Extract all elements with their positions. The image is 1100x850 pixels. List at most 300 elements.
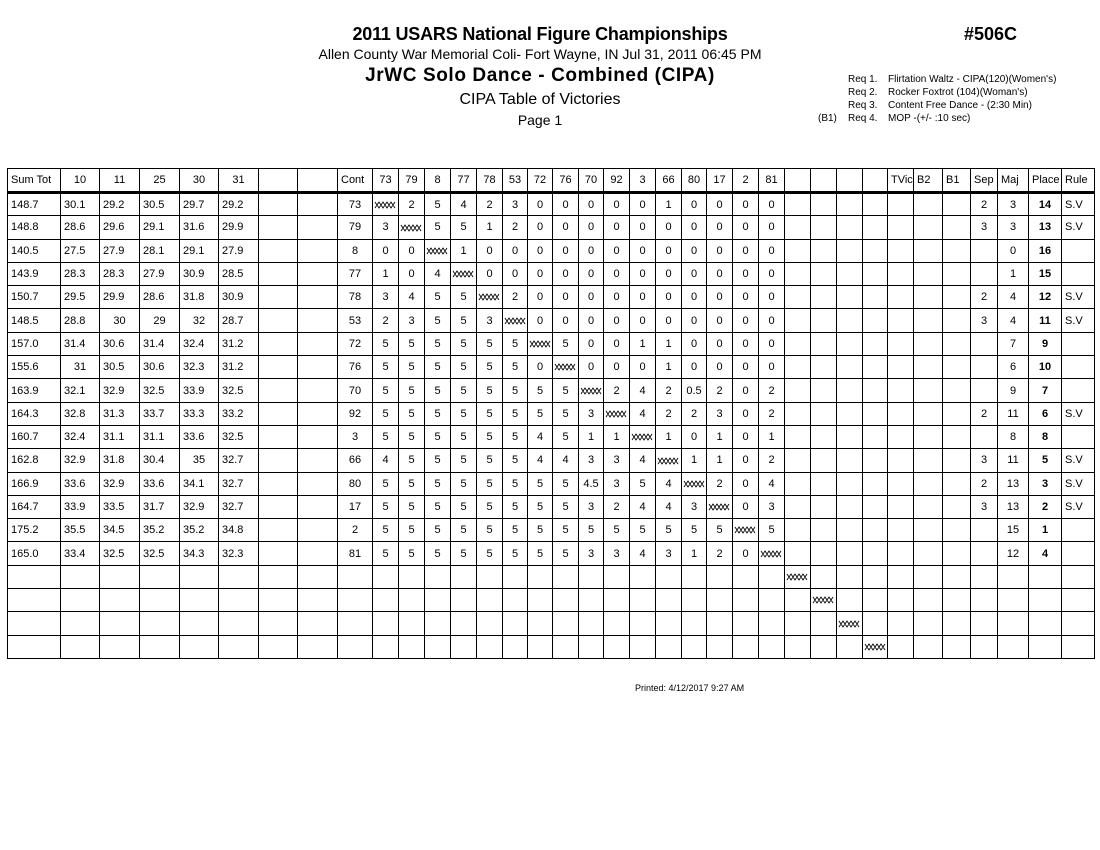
table-cell: 5: [425, 449, 451, 472]
table-cell: 2: [759, 449, 785, 472]
table-cell: [998, 589, 1029, 612]
column-header: B2: [914, 169, 943, 193]
table-cell: 5: [399, 332, 425, 355]
table-cell: 0: [733, 193, 759, 216]
table-cell: [399, 612, 425, 635]
table-cell: 29.1: [140, 216, 180, 239]
table-cell: [943, 262, 971, 285]
table-cell: [837, 356, 863, 379]
table-cell: 5: [528, 472, 553, 495]
table-cell: 35: [180, 449, 219, 472]
table-cell: [971, 589, 998, 612]
table-cell: 5: [553, 402, 579, 425]
self-comparison-cell: [811, 589, 837, 612]
table-cell: [811, 239, 837, 262]
table-cell: 0: [759, 332, 785, 355]
table-cell: 32.3: [180, 356, 219, 379]
table-cell: [477, 589, 503, 612]
table-cell: 0: [682, 239, 707, 262]
table-cell: 0: [682, 356, 707, 379]
table-cell: [888, 193, 914, 216]
table-cell: [888, 565, 914, 588]
table-cell: [785, 332, 811, 355]
table-cell: 30.9: [180, 262, 219, 285]
table-cell: 29.9: [100, 286, 140, 309]
table-cell: 4: [998, 309, 1029, 332]
column-header: Place: [1029, 169, 1062, 193]
column-header: Maj: [998, 169, 1029, 193]
table-cell: [888, 449, 914, 472]
table-cell: [888, 472, 914, 495]
table-cell: 1: [451, 239, 477, 262]
column-header: 8: [425, 169, 451, 193]
table-cell: [373, 589, 399, 612]
table-cell: [971, 356, 998, 379]
table-cell: [863, 612, 888, 635]
table-cell: 3: [579, 402, 604, 425]
column-header: 10: [61, 169, 100, 193]
requirement-text: MOP -(+/- :10 sec): [888, 113, 971, 124]
table-cell: [837, 309, 863, 332]
table-cell: [914, 402, 943, 425]
table-cell: [219, 565, 259, 588]
table-cell: [604, 612, 630, 635]
table-cell: 5: [425, 402, 451, 425]
table-cell: 5: [477, 332, 503, 355]
table-cell: [998, 612, 1029, 635]
table-cell: 5: [707, 519, 733, 542]
table-cell: [1062, 565, 1095, 588]
table-cell: 32: [180, 309, 219, 332]
table-cell: [298, 286, 338, 309]
self-cross-icon: [452, 270, 474, 278]
column-header: 79: [399, 169, 425, 193]
column-header: [259, 169, 298, 193]
table-cell: 5: [451, 332, 477, 355]
table-cell: 92: [338, 402, 373, 425]
table-cell: [1062, 425, 1095, 448]
requirement-text: Rocker Foxtrot (104)(Woman's): [888, 87, 1028, 98]
self-comparison-cell: [451, 262, 477, 285]
table-cell: [863, 379, 888, 402]
table-cell: [888, 239, 914, 262]
table-cell: [100, 565, 140, 588]
self-comparison-cell: [785, 565, 811, 588]
table-cell: [140, 612, 180, 635]
table-cell: 0.5: [682, 379, 707, 402]
table-cell: [733, 635, 759, 658]
column-header: 73: [373, 169, 399, 193]
table-cell: 35.5: [61, 519, 100, 542]
table-cell: [785, 216, 811, 239]
self-comparison-cell: [477, 286, 503, 309]
table-cell: 0: [630, 286, 656, 309]
table-cell: 0: [759, 262, 785, 285]
report-subtitle: CIPA Table of Victories: [459, 91, 621, 108]
table-cell: [914, 193, 943, 216]
table-cell: 148.8: [8, 216, 61, 239]
table-cell: 28.6: [140, 286, 180, 309]
table-cell: 4: [425, 262, 451, 285]
self-cross-icon: [683, 480, 705, 488]
table-cell: 0: [759, 356, 785, 379]
table-cell: [943, 216, 971, 239]
table-cell: 0: [733, 356, 759, 379]
table-cell: [298, 612, 338, 635]
self-comparison-cell: [630, 425, 656, 448]
table-cell: 5: [399, 425, 425, 448]
table-cell: 32.7: [219, 449, 259, 472]
table-cell: 0: [733, 216, 759, 239]
table-cell: 2: [656, 402, 682, 425]
requirement-text: Flirtation Waltz - CIPA(120)(Women's): [888, 74, 1057, 85]
table-cell: 148.7: [8, 193, 61, 216]
table-cell: [837, 216, 863, 239]
self-cross-icon: [812, 596, 834, 604]
column-header: 25: [140, 169, 180, 193]
place-cell: 6: [1029, 402, 1062, 425]
table-cell: 28.3: [61, 262, 100, 285]
table-cell: [863, 519, 888, 542]
table-row: [8, 216, 1095, 239]
table-cell: [630, 565, 656, 588]
table-cell: 33.5: [100, 495, 140, 518]
table-cell: [298, 519, 338, 542]
table-cell: 1: [656, 193, 682, 216]
event-number: #506C: [964, 24, 1018, 44]
table-cell: 4: [373, 449, 399, 472]
self-comparison-cell: [837, 612, 863, 635]
self-cross-icon: [400, 224, 422, 232]
table-cell: [888, 542, 914, 565]
place-cell: 3: [1029, 472, 1062, 495]
table-cell: 77: [338, 262, 373, 285]
table-cell: 0: [733, 449, 759, 472]
table-cell: 32.9: [61, 449, 100, 472]
table-cell: [528, 612, 553, 635]
table-cell: [8, 612, 61, 635]
table-cell: 33.6: [180, 425, 219, 448]
table-cell: 5: [528, 495, 553, 518]
table-cell: 32.5: [219, 425, 259, 448]
table-cell: [998, 635, 1029, 658]
table-cell: 1: [759, 425, 785, 448]
table-cell: 33.2: [219, 402, 259, 425]
table-cell: [219, 612, 259, 635]
table-cell: [604, 589, 630, 612]
table-cell: [785, 425, 811, 448]
table-cell: 0: [579, 356, 604, 379]
table-cell: 5: [399, 449, 425, 472]
table-cell: [811, 309, 837, 332]
table-cell: 1: [477, 216, 503, 239]
table-cell: [553, 565, 579, 588]
table-cell: 27.9: [219, 239, 259, 262]
table-cell: [259, 472, 298, 495]
table-cell: [579, 589, 604, 612]
table-cell: [477, 565, 503, 588]
table-cell: 5: [656, 519, 682, 542]
table-cell: 0: [604, 193, 630, 216]
table-cell: 53: [338, 309, 373, 332]
table-cell: 33.9: [61, 495, 100, 518]
table-cell: [425, 565, 451, 588]
table-cell: 3: [604, 449, 630, 472]
table-cell: [837, 425, 863, 448]
table-cell: 0: [707, 356, 733, 379]
table-cell: [707, 612, 733, 635]
requirement-item: [818, 73, 1056, 86]
table-cell: [219, 635, 259, 658]
table-cell: 5: [477, 519, 503, 542]
table-cell: 4: [553, 449, 579, 472]
table-cell: 5: [373, 495, 399, 518]
table-cell: [837, 635, 863, 658]
table-cell: [914, 472, 943, 495]
table-cell: 5: [451, 542, 477, 565]
table-cell: 80: [338, 472, 373, 495]
table-cell: [943, 589, 971, 612]
table-cell: [971, 262, 998, 285]
table-cell: [579, 612, 604, 635]
self-cross-icon: [554, 363, 576, 371]
table-row: [8, 425, 1095, 448]
table-cell: [180, 565, 219, 588]
table-cell: [971, 565, 998, 588]
table-cell: 5: [553, 425, 579, 448]
table-cell: [373, 612, 399, 635]
table-cell: 0: [528, 356, 553, 379]
self-comparison-cell: [759, 542, 785, 565]
table-cell: [373, 635, 399, 658]
table-cell: 34.8: [219, 519, 259, 542]
table-cell: 5: [425, 425, 451, 448]
self-cross-icon: [605, 410, 627, 418]
table-cell: [837, 542, 863, 565]
self-cross-icon: [864, 643, 886, 651]
requirement-prefix: (B1): [818, 113, 837, 124]
table-cell: [914, 589, 943, 612]
table-cell: 0: [707, 286, 733, 309]
table-cell: 27.5: [61, 239, 100, 262]
table-cell: 1: [630, 332, 656, 355]
table-cell: [451, 635, 477, 658]
table-cell: 0: [630, 309, 656, 332]
table-cell: 28.3: [100, 262, 140, 285]
table-cell: 3: [373, 286, 399, 309]
table-cell: 79: [338, 216, 373, 239]
table-cell: 0: [759, 216, 785, 239]
table-cell: [888, 309, 914, 332]
table-cell: 32.4: [61, 425, 100, 448]
table-cell: 5: [630, 472, 656, 495]
table-cell: [528, 635, 553, 658]
table-cell: 3: [971, 449, 998, 472]
table-cell: 29: [140, 309, 180, 332]
table-cell: 2: [707, 542, 733, 565]
table-row: [8, 495, 1095, 518]
table-cell: [503, 589, 528, 612]
table-cell: [888, 262, 914, 285]
table-cell: [298, 542, 338, 565]
table-cell: 0: [604, 286, 630, 309]
table-cell: 5: [503, 402, 528, 425]
table-cell: 0: [656, 216, 682, 239]
table-cell: [863, 309, 888, 332]
table-cell: 5: [425, 193, 451, 216]
table-cell: 30.6: [100, 332, 140, 355]
table-cell: [298, 565, 338, 588]
table-cell: 2: [707, 379, 733, 402]
table-cell: [553, 635, 579, 658]
place-cell: 10: [1029, 356, 1062, 379]
table-cell: [259, 612, 298, 635]
table-cell: [259, 286, 298, 309]
table-cell: 2: [399, 193, 425, 216]
table-cell: [338, 612, 373, 635]
table-cell: [785, 262, 811, 285]
table-cell: 5: [503, 425, 528, 448]
table-cell: 5: [425, 309, 451, 332]
table-cell: [943, 542, 971, 565]
table-cell: [971, 332, 998, 355]
table-cell: [837, 402, 863, 425]
table-cell: 0: [528, 309, 553, 332]
table-cell: [785, 519, 811, 542]
column-header: 81: [759, 169, 785, 193]
table-cell: [811, 612, 837, 635]
table-cell: 0: [604, 262, 630, 285]
table-cell: [1062, 542, 1095, 565]
table-row: [8, 519, 1095, 542]
table-cell: [914, 565, 943, 588]
table-cell: 30.9: [219, 286, 259, 309]
table-cell: 0: [656, 309, 682, 332]
table-cell: [943, 449, 971, 472]
table-cell: 31.3: [100, 402, 140, 425]
table-cell: 5: [451, 519, 477, 542]
table-cell: 2: [759, 379, 785, 402]
table-cell: S.V: [1062, 193, 1095, 216]
table-cell: 33.9: [180, 379, 219, 402]
table-cell: 0: [630, 262, 656, 285]
table-cell: S.V: [1062, 286, 1095, 309]
table-cell: 5: [451, 449, 477, 472]
column-header: 92: [604, 169, 630, 193]
table-cell: 5: [451, 495, 477, 518]
table-cell: 1: [579, 425, 604, 448]
table-cell: 0: [579, 309, 604, 332]
table-cell: [863, 262, 888, 285]
table-cell: 5: [503, 542, 528, 565]
table-cell: [259, 495, 298, 518]
table-cell: [971, 425, 998, 448]
table-cell: 5: [373, 356, 399, 379]
report-title: 2011 USARS National Figure Championships: [352, 24, 728, 44]
table-cell: [477, 612, 503, 635]
table-cell: 5: [477, 495, 503, 518]
table-cell: 0: [733, 379, 759, 402]
table-cell: 0: [399, 262, 425, 285]
table-cell: [259, 332, 298, 355]
table-cell: 3: [682, 495, 707, 518]
self-cross-icon: [426, 247, 448, 255]
table-cell: [785, 402, 811, 425]
table-cell: [553, 612, 579, 635]
table-cell: 2: [707, 472, 733, 495]
table-cell: 5: [451, 379, 477, 402]
table-cell: 0: [682, 216, 707, 239]
table-cell: 5: [451, 216, 477, 239]
table-cell: [971, 239, 998, 262]
table-cell: 0: [682, 193, 707, 216]
table-cell: 29.2: [219, 193, 259, 216]
column-header: Cont: [338, 169, 373, 193]
self-comparison-cell: [707, 495, 733, 518]
table-cell: [785, 495, 811, 518]
table-cell: [863, 589, 888, 612]
table-cell: 5: [630, 519, 656, 542]
table-cell: 34.5: [100, 519, 140, 542]
table-cell: 0: [733, 239, 759, 262]
table-cell: 5: [399, 542, 425, 565]
table-cell: 3: [656, 542, 682, 565]
table-cell: 31.4: [140, 332, 180, 355]
table-cell: 3: [373, 216, 399, 239]
printed-timestamp: Printed: 4/12/2017 9:27 AM: [635, 683, 745, 693]
table-cell: 5: [528, 542, 553, 565]
table-cell: 0: [656, 239, 682, 262]
table-cell: [837, 565, 863, 588]
table-cell: [837, 286, 863, 309]
table-cell: [888, 425, 914, 448]
table-cell: 3: [604, 472, 630, 495]
table-cell: 30.5: [140, 193, 180, 216]
table-cell: [837, 589, 863, 612]
table-cell: [259, 402, 298, 425]
table-cell: 3: [998, 193, 1029, 216]
table-cell: 2: [477, 193, 503, 216]
table-cell: 0: [579, 332, 604, 355]
table-cell: 2: [971, 286, 998, 309]
requirement-item: [818, 86, 1056, 99]
table-cell: 2: [759, 402, 785, 425]
table-cell: [180, 635, 219, 658]
table-cell: 0: [604, 309, 630, 332]
self-cross-icon: [478, 293, 500, 301]
place-cell: 14: [1029, 193, 1062, 216]
table-cell: 4: [656, 472, 682, 495]
table-cell: [8, 565, 61, 588]
table-cell: [971, 542, 998, 565]
column-header: 72: [528, 169, 553, 193]
table-cell: [707, 589, 733, 612]
table-cell: [863, 332, 888, 355]
table-row: [8, 309, 1095, 332]
table-cell: 31: [61, 356, 100, 379]
table-cell: 0: [656, 262, 682, 285]
requirement-item: [818, 112, 1056, 125]
place-cell: 4: [1029, 542, 1062, 565]
table-cell: 4: [399, 286, 425, 309]
table-cell: [100, 612, 140, 635]
table-cell: 32.5: [100, 542, 140, 565]
table-cell: 3: [604, 542, 630, 565]
table-row: [8, 402, 1095, 425]
table-cell: 29.6: [100, 216, 140, 239]
table-cell: 0: [707, 216, 733, 239]
table-cell: 31.2: [219, 356, 259, 379]
